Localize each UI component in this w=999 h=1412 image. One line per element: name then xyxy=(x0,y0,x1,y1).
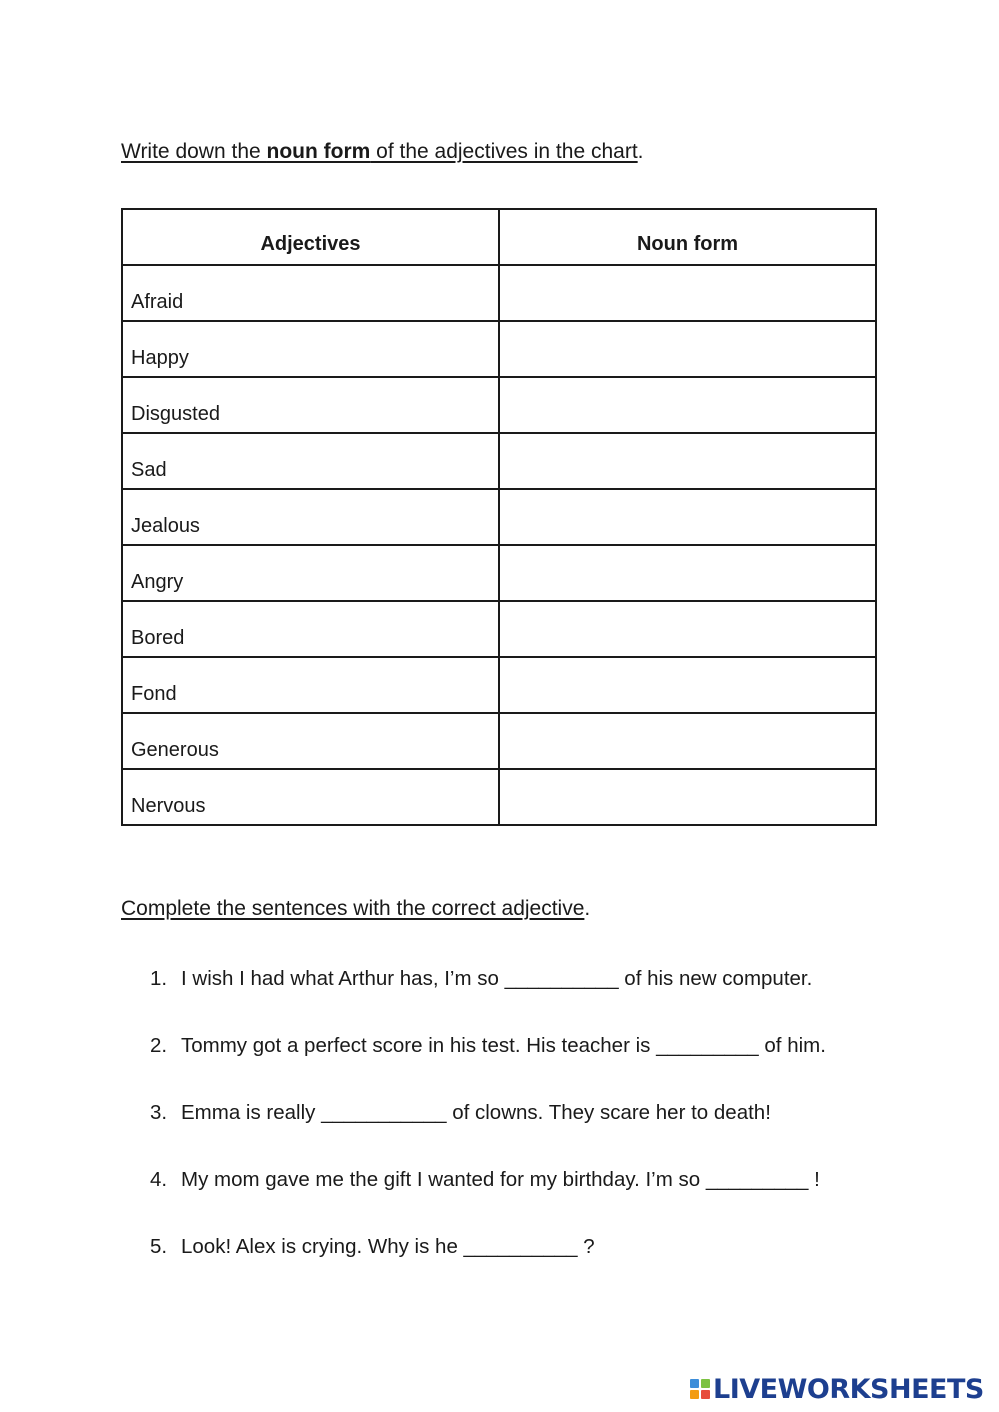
sentence-number: 3. xyxy=(150,1101,168,1124)
adjective-cell: Angry xyxy=(122,545,499,601)
adjective-cell: Bored xyxy=(122,601,499,657)
table-row xyxy=(122,657,876,713)
instruction-period: . xyxy=(637,140,644,163)
instruction-bold-text: noun form xyxy=(266,140,371,163)
instruction-period: . xyxy=(584,897,591,920)
liveworksheets-logo xyxy=(690,1372,984,1406)
chart-header-row xyxy=(122,209,876,265)
instruction-text-end: of the adjectives in the chart xyxy=(370,140,638,163)
noun-form-answer-cell[interactable] xyxy=(499,489,876,545)
logo-text: LIVEWORKSHEETS xyxy=(713,1373,984,1405)
list-item[interactable] xyxy=(150,966,826,1033)
noun-form-answer-cell[interactable] xyxy=(499,601,876,657)
table-row xyxy=(122,545,876,601)
instruction-text: Complete the sentences with the correct adjective xyxy=(121,897,585,920)
table-row xyxy=(122,769,876,825)
adjective-cell: Disgusted xyxy=(122,377,499,433)
adjective-cell: Afraid xyxy=(122,265,499,321)
adjective-cell: Fond xyxy=(122,657,499,713)
sentence-text: Look! Alex is crying. Why is he __________ ? xyxy=(181,1235,595,1258)
table-row xyxy=(122,489,876,545)
sentence-text: Tommy got a perfect score in his test. His teacher is _________ of him. xyxy=(181,1034,826,1057)
sentence-number: 2. xyxy=(150,1034,168,1057)
noun-form-answer-cell[interactable] xyxy=(499,265,876,321)
sentence-number: 1. xyxy=(150,967,168,990)
instruction-text-start: Write down the xyxy=(121,140,267,163)
sentence-list xyxy=(150,966,826,1301)
adjective-cell: Nervous xyxy=(122,769,499,825)
list-item[interactable] xyxy=(150,1234,826,1301)
noun-form-answer-cell[interactable] xyxy=(499,713,876,769)
liveworksheets-logo-icon xyxy=(690,1379,710,1399)
sentence-number: 4. xyxy=(150,1168,168,1191)
logo-square-orange xyxy=(690,1390,699,1399)
noun-form-answer-cell[interactable] xyxy=(499,377,876,433)
adjectives-noun-chart xyxy=(121,208,877,826)
adjective-cell: Generous xyxy=(122,713,499,769)
list-item[interactable] xyxy=(150,1167,826,1234)
sentence-number: 5. xyxy=(150,1235,168,1258)
table-row xyxy=(122,321,876,377)
table-row xyxy=(122,433,876,489)
adjective-cell: Jealous xyxy=(122,489,499,545)
noun-form-answer-cell[interactable] xyxy=(499,321,876,377)
header-noun-form: Noun form xyxy=(499,209,876,265)
instruction-complete-sentences xyxy=(121,896,590,922)
noun-form-answer-cell[interactable] xyxy=(499,433,876,489)
adjective-cell: Happy xyxy=(122,321,499,377)
sentence-text: My mom gave me the gift I wanted for my birthday. I’m so _________ ! xyxy=(181,1168,820,1191)
table-row xyxy=(122,713,876,769)
list-item[interactable] xyxy=(150,1100,826,1167)
header-adjectives: Adjectives xyxy=(122,209,499,265)
logo-square-red xyxy=(701,1390,710,1399)
noun-form-answer-cell[interactable] xyxy=(499,545,876,601)
table-row xyxy=(122,265,876,321)
table-row xyxy=(122,377,876,433)
instruction-noun-form xyxy=(121,139,644,165)
noun-form-answer-cell[interactable] xyxy=(499,657,876,713)
sentence-text: I wish I had what Arthur has, I’m so __________ of his new computer. xyxy=(181,967,813,990)
table-row xyxy=(122,601,876,657)
list-item[interactable] xyxy=(150,1033,826,1100)
sentence-text: Emma is really ___________ of clowns. They scare her to death! xyxy=(181,1101,771,1124)
adjective-cell: Sad xyxy=(122,433,499,489)
noun-form-answer-cell[interactable] xyxy=(499,769,876,825)
logo-square-blue xyxy=(690,1379,699,1388)
logo-square-green xyxy=(701,1379,710,1388)
